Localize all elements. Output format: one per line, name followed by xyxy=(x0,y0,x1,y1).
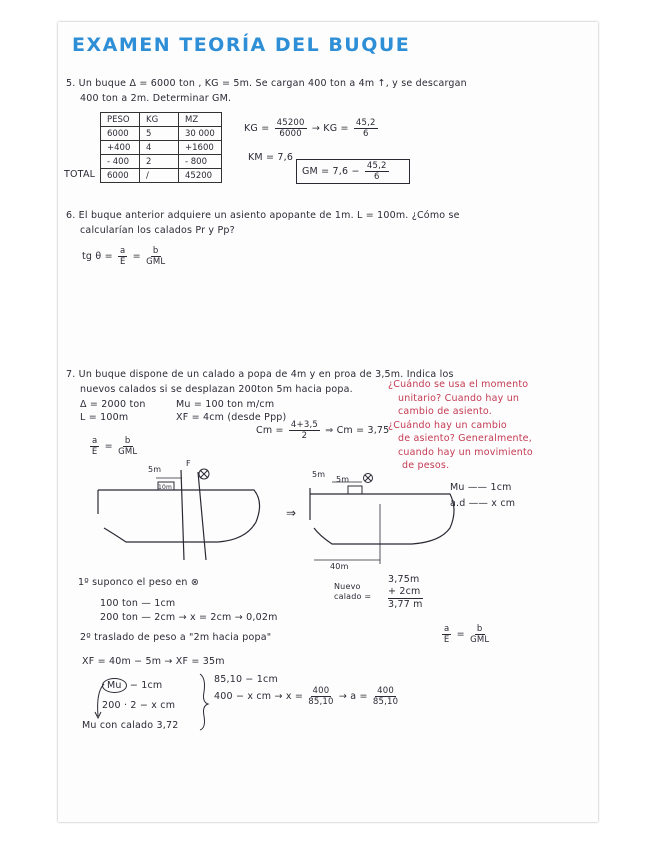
step1-heading: 1º suponco el peso en ⊗ xyxy=(78,577,200,588)
table-row xyxy=(101,141,222,155)
step1-line-b: 200 ton — 2cm → x = 2cm → 0,02m xyxy=(100,612,278,623)
q5-weights-table xyxy=(100,112,222,183)
b-over-gml xyxy=(118,436,137,457)
mu-proportion: Mu —— 1cm xyxy=(450,482,512,493)
kg-denominator: 6000 xyxy=(279,129,302,139)
equals-sign: = xyxy=(456,629,465,640)
new-draft-word: Nuevo xyxy=(334,582,361,591)
cm-result: ⇒ Cm = 3,75 xyxy=(325,425,390,436)
q7-xf: XF = 4cm (desde Ppp) xyxy=(176,412,287,423)
exam-page xyxy=(58,22,598,822)
table-cell: 45200 xyxy=(179,169,222,183)
fraction-numerator: a xyxy=(92,436,98,446)
q7-statement-line2: nuevos calados si se desplazan 200ton 5m hacia popa. xyxy=(80,384,353,395)
note-line: de asiento? Generalmente, xyxy=(398,433,532,444)
kg-formula xyxy=(244,118,380,139)
fraction-denominator: 85,10 xyxy=(308,697,334,707)
table-header-row xyxy=(101,113,222,127)
q6-statement-line1: 6. El buque anterior adquiere un asiento apopante de 1m. L = 100m. ¿Cómo se xyxy=(66,210,460,221)
table-total-label: TOTAL xyxy=(64,169,96,180)
table-row xyxy=(101,127,222,141)
fraction-denominator: GML xyxy=(470,635,490,645)
a-over-e xyxy=(118,246,127,267)
table-cell: 6000 xyxy=(101,169,140,183)
note-line: ¿Cuándo hay un cambio xyxy=(388,419,507,431)
ratio-fraction xyxy=(308,686,333,707)
step2-heading: 2º traslado de peso a "2m hacia popa" xyxy=(80,632,272,643)
ship2-label-5m-a: 5m xyxy=(312,470,326,479)
gm-numerator: 45,2 xyxy=(366,161,387,171)
mu-calc xyxy=(102,680,162,691)
mu-calc-line2: 200 · 2 − x cm xyxy=(102,700,176,711)
mu-rest: − 1cm xyxy=(129,680,163,691)
table-cell: 2 xyxy=(140,155,179,169)
fraction-numerator: 400 xyxy=(312,686,330,696)
xf-calc: XF = 40m − 5m → XF = 35m xyxy=(82,656,225,667)
gm-label: GM = 7,6 − xyxy=(302,166,360,177)
ship2-label-5m-b: 5m xyxy=(336,475,350,484)
q5-statement-line1: 5. Un buque Δ = 6000 ton , KG = 5m. Se cargan 400 ton a 4m ↑, y se descargan xyxy=(66,78,467,89)
ad-proportion: a.d —— x cm xyxy=(450,498,516,509)
table-cell: +400 xyxy=(101,141,140,155)
fraction-denominator: 85,10 xyxy=(372,697,399,707)
fraction-denominator: GML xyxy=(146,257,166,267)
page-title: EXAMEN TEORÍA DEL BUQUE xyxy=(72,34,411,56)
q7-length: L = 100m xyxy=(80,412,129,423)
sum-line: 3,77 m xyxy=(388,599,423,610)
q7-unit-moment: Mu = 100 ton m/cm xyxy=(176,399,275,410)
sum-line: + 2cm xyxy=(388,586,423,599)
table-header: PESO xyxy=(101,113,140,127)
q7-fraction-formula xyxy=(88,436,139,457)
kg-label: KG = xyxy=(244,123,270,134)
note-line: cambio de asiento. xyxy=(398,406,492,417)
step1-line-a: 100 ton — 1cm xyxy=(100,598,176,609)
gm-denominator: 6 xyxy=(373,172,380,182)
gm-formula xyxy=(302,161,391,182)
note-line: ¿Cuándo se usa el momento xyxy=(388,379,529,390)
fraction-numerator: 400 xyxy=(377,686,394,696)
a-over-e xyxy=(90,436,99,457)
q7-displacement: Δ = 2000 ton xyxy=(80,399,146,410)
mu-circled: Mu xyxy=(102,678,127,693)
b-over-gml xyxy=(470,624,489,645)
table-cell: - 400 xyxy=(101,155,140,169)
tg-label: tg θ = xyxy=(82,251,113,262)
table-cell: 4 xyxy=(140,141,179,155)
table-header: MZ xyxy=(179,113,222,127)
ratio-result-text: → a = xyxy=(338,691,368,702)
table-cell: +1600 xyxy=(179,141,222,155)
q5-statement-line2: 400 ton a 2m. Determinar GM. xyxy=(80,93,232,104)
fraction-numerator: a xyxy=(120,246,126,256)
kg-numerator: 45200 xyxy=(276,118,305,128)
a-over-e xyxy=(442,624,451,645)
ship2-label-40m: 40m xyxy=(330,562,349,571)
note-line: cuando hay un movimiento xyxy=(398,446,533,458)
sum-line: 3,75m xyxy=(388,574,420,585)
fraction-denominator: E xyxy=(91,447,98,457)
fraction-numerator: a xyxy=(444,624,450,634)
table-cell: 6000 xyxy=(101,127,140,141)
table-row xyxy=(101,169,222,183)
curved-arrow-mark xyxy=(94,682,108,722)
table-cell: - 800 xyxy=(179,155,222,169)
km-value: KM = 7,6 xyxy=(248,152,294,163)
q7-statement-line1: 7. Un buque dispone de un calado a popa de 4m y en proa de 3,5m. Indica los xyxy=(66,369,454,380)
q6-statement-line2: calcularían los calados Pr y Pp? xyxy=(80,225,235,236)
equals-sign: = xyxy=(104,441,113,452)
brace-mark xyxy=(196,672,210,732)
kg2-fraction xyxy=(354,118,378,139)
mu-calc-note: Mu con calado 3,72 xyxy=(82,720,179,731)
kg-fraction xyxy=(275,118,307,139)
fraction-denominator: E xyxy=(443,635,450,645)
new-draft-word: calado = xyxy=(334,592,372,601)
table-cell: 30 000 xyxy=(179,127,222,141)
table-row xyxy=(101,155,222,169)
cm-label: Cm = xyxy=(256,425,284,436)
transition-arrow: ⇒ xyxy=(286,506,297,520)
ratio-text: 400 − x cm → x = xyxy=(214,691,304,702)
new-draft-label xyxy=(334,582,371,602)
note-line: unitario? Cuando hay un xyxy=(398,392,520,404)
kg-arrow: → KG = xyxy=(311,123,349,134)
ship-label-f: F xyxy=(186,459,191,468)
gm-fraction xyxy=(365,161,389,182)
step2-fraction-formula xyxy=(440,624,491,645)
fraction-denominator: E xyxy=(119,257,126,267)
b-over-gml xyxy=(146,246,165,267)
cm-fraction xyxy=(289,420,320,441)
kg2-numerator: 45,2 xyxy=(355,118,376,128)
q6-formula xyxy=(82,246,167,267)
kg2-denominator: 6 xyxy=(362,129,369,139)
fraction-numerator: b xyxy=(152,246,159,256)
ratio-line2 xyxy=(214,686,400,707)
cm-numerator: 4+3,5 xyxy=(290,420,318,430)
ship-label-5m: 5m xyxy=(148,465,162,474)
ratio-line1: 85,10 − 1cm xyxy=(214,674,278,685)
fraction-denominator: GML xyxy=(118,447,138,457)
ship-diagram-moved xyxy=(302,470,462,570)
red-side-notes xyxy=(388,378,533,473)
fraction-numerator: b xyxy=(124,436,131,446)
equals-sign: = xyxy=(132,251,141,262)
ship-diagram-initial xyxy=(96,462,276,562)
table-cell: / xyxy=(140,169,179,183)
new-draft-sum xyxy=(388,574,423,611)
ship-label-10m: 10m xyxy=(158,484,173,491)
table-cell: 5 xyxy=(140,127,179,141)
cm-denominator: 2 xyxy=(301,431,308,441)
result-fraction xyxy=(373,686,398,707)
mean-draft-formula xyxy=(256,420,389,441)
fraction-numerator: b xyxy=(476,624,483,634)
note-line: de pesos. xyxy=(402,460,450,471)
table-header: KG xyxy=(140,113,179,127)
